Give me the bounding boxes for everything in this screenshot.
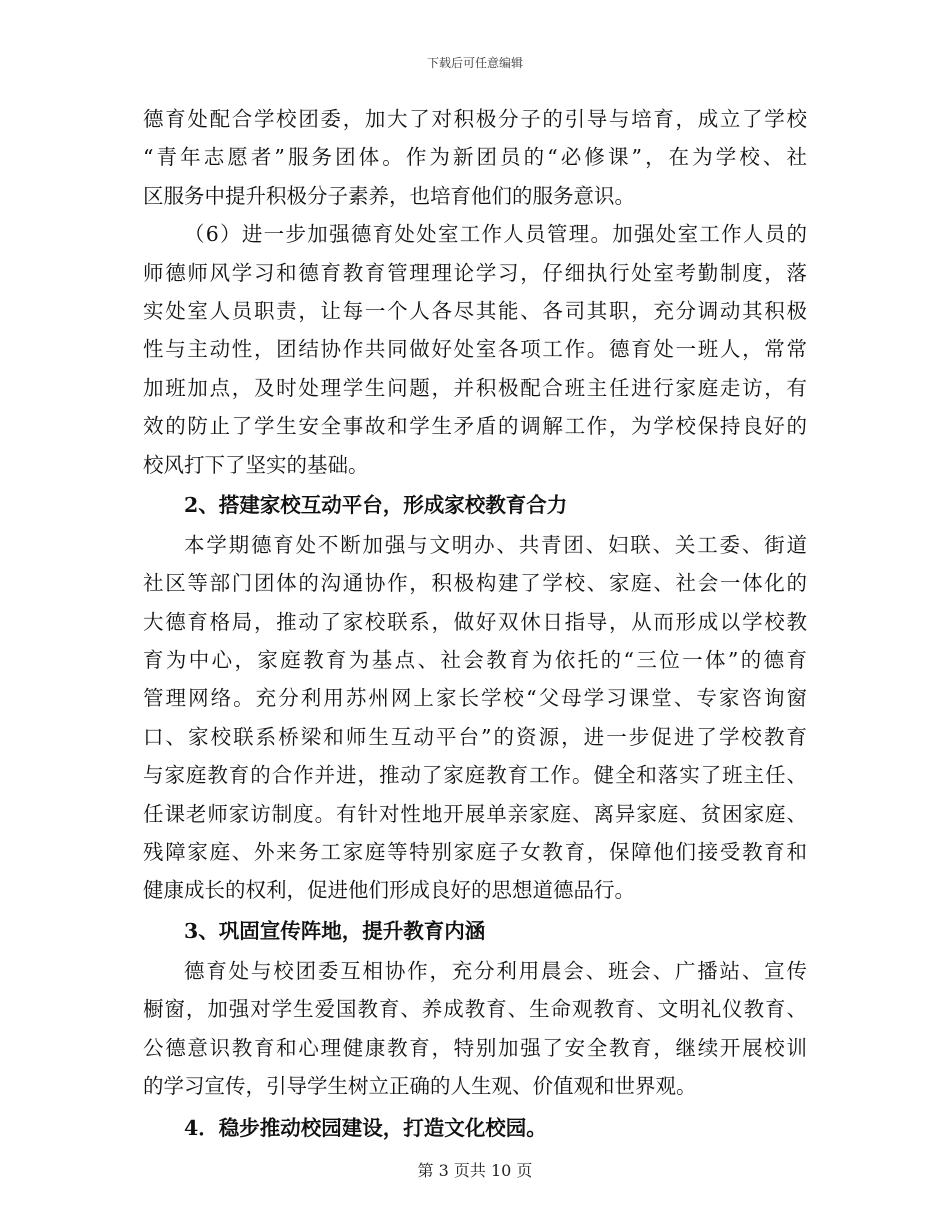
text-line: 本学期德育处不断加强与文明办、共青团、妇联、关工委、街道 [184,532,807,557]
text-line: 德育处配合学校团委，加大了对积极分子的引导与培育，成立了学校 [143,107,807,131]
text-line: 德育处与校团委互相协作，充分利用晨会、班会、广播站、宣传 [184,958,807,983]
text-line: 公德意识教育和心理健康教育，特别加强了安全教育，继续开展校训 [143,1035,807,1060]
text-line: 与家庭教育的合作并进，推动了家庭教育工作。健全和落实了班主任、 [143,763,807,788]
paragraph [143,215,807,484]
text-line: 社区等部门团体的沟通协作，积极构建了学校、家庭、社会一体化的 [143,571,807,596]
text-line: 健康成长的权利，促进他们形成良好的思想道德品行。 [143,878,635,903]
text-line: 效的防止了学生安全事故和学生矛盾的调解工作，为学校保持良好的 [143,414,807,439]
text-line: 的学习宣传，引导学生树立正确的人生观、价值观和世界观。 [143,1073,697,1098]
text-line: 性与主动性，团结协作共同做好处室各项工作。德育处一班人，常常 [143,337,807,362]
paragraph [143,100,807,215]
text-line: 橱窗，加强对学生爱国教育、养成教育、生命观教育、文明礼仪教育、 [143,997,807,1022]
text-line: （6）进一步加强德育处处室工作人员管理。加强处室工作人员的 [184,222,807,247]
text-line: 加班加点，及时处理学生问题，并积极配合班主任进行家庭走访，有 [143,375,807,400]
text-line: 管理网络。充分利用苏州网上家长学校“父母学习课堂、专家咨询窗 [143,686,807,711]
section-heading: 3、巩固宣传阵地，提升教育内涵 [184,918,486,943]
text-line: 任课老师家访制度。有针对性地开展单亲家庭、离异家庭、贫困家庭、 [143,801,807,826]
paragraph [143,526,807,910]
text-line: 师德师风学习和德育教育管理理论学习，仔细执行处室考勤制度，落 [143,260,807,285]
text-line: “青年志愿者”服务团体。作为新团员的“必修课”，在为学校、社 [143,145,807,170]
document-body [143,100,807,1151]
section-heading: 4．稳步推动校园建设，打造文化校园。 [184,1116,547,1141]
text-line: 残障家庭、外来务工家庭等特别家庭子女教育，保障他们接受教育和 [143,840,807,865]
section-heading: 2、搭建家校互动平台，形成家校教育合力 [184,492,568,517]
text-line: 大德育格局，推动了家校联系，做好双休日指导，从而形成以学校教 [143,609,807,634]
text-line: 区服务中提升积极分子素养，也培育他们的服务意识。 [143,183,635,208]
page-header-note: 下载后可任意编辑 [426,56,523,70]
text-line: 实处室人员职责，让每一个人各尽其能、各司其职，充分调动其积极 [143,298,807,323]
text-line: 校风打下了坚实的基础。 [143,452,369,477]
paragraph [143,952,807,1106]
text-line: 口、家校联系桥梁和师生互动平台”的资源，进一步促进了学校教育 [143,724,807,749]
page-number: 第 3 页共 10 页 [417,1161,533,1180]
text-line: 育为中心，家庭教育为基点、社会教育为依托的“三位一体”的德育 [143,648,807,673]
